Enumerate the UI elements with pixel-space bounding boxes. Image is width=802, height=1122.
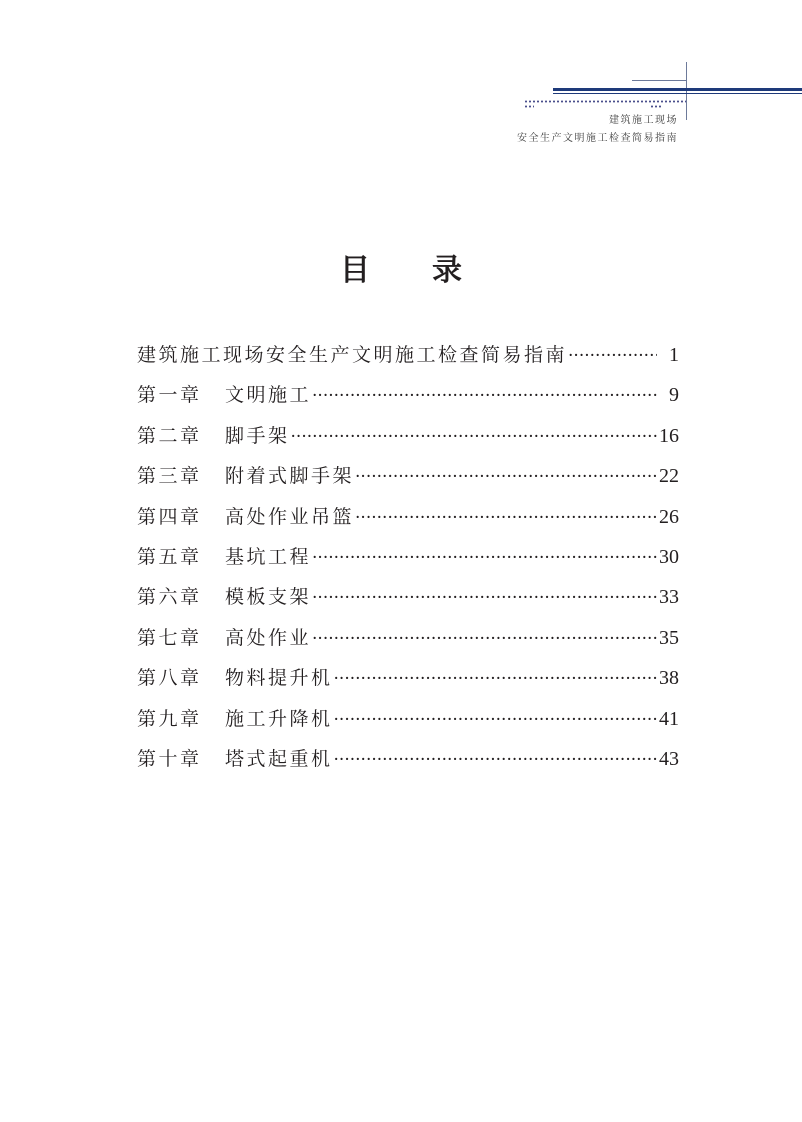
- toc-entry[interactable]: [137, 744, 679, 784]
- toc-entry-title: 附着式脚手架: [225, 465, 355, 488]
- toc-leader-dots: [355, 508, 657, 528]
- toc-entry-title: 模板支架: [225, 586, 312, 609]
- toc-page-number: 43: [659, 747, 679, 770]
- toc-chapter-number: 第二章: [137, 424, 202, 447]
- page-title: [0, 245, 802, 289]
- toc-chapter-number: 第一章: [137, 384, 202, 407]
- header-dotted-line: [524, 100, 686, 103]
- toc-entry-title: 施工升降机: [225, 707, 333, 730]
- toc-page-number: 22: [659, 465, 679, 488]
- toc-entry-title: 建筑施工现场安全生产文明施工检查简易指南: [137, 344, 568, 366]
- toc-leader-dots: [312, 548, 657, 568]
- toc-entry-title: 基坑工程: [225, 545, 312, 568]
- toc-chapter-number: 第四章: [137, 505, 202, 528]
- toc-entry[interactable]: [137, 461, 679, 501]
- header-rule-thick: [553, 88, 802, 91]
- toc-leader-dots: [312, 386, 657, 406]
- toc-chapter-number: 第七章: [137, 626, 202, 649]
- running-header-line2: 安全生产文明施工检查简易指南: [517, 133, 678, 144]
- toc-chapter-number: 第九章: [137, 707, 202, 730]
- toc-leader-dots: [355, 467, 657, 487]
- toc-entry[interactable]: [137, 704, 679, 744]
- page-title-char-1: 目: [340, 253, 370, 288]
- header-dotted-accent-right: [650, 105, 662, 108]
- toc-entry-title: 塔式起重机: [225, 747, 333, 770]
- toc-entry[interactable]: [137, 340, 679, 380]
- header-dotted-accent-left: [524, 105, 534, 108]
- toc-entry[interactable]: [137, 380, 679, 420]
- toc-entry[interactable]: [137, 663, 679, 703]
- toc-entry[interactable]: [137, 421, 679, 461]
- table-of-contents: [137, 340, 679, 784]
- toc-page-number: 33: [659, 586, 679, 609]
- toc-chapter-number: 第三章: [137, 465, 202, 488]
- toc-chapter-number: 第六章: [137, 586, 202, 609]
- toc-leader-dots: [334, 669, 657, 689]
- toc-chapter-number: 第八章: [137, 667, 202, 690]
- toc-entry-title: 物料提升机: [225, 667, 333, 690]
- toc-page-number: 1: [669, 344, 679, 366]
- toc-entry-title: 脚手架: [225, 424, 290, 447]
- toc-leader-dots: [334, 710, 657, 730]
- toc-leader-dots: [312, 629, 657, 649]
- toc-page-number: 26: [659, 505, 679, 528]
- toc-entry[interactable]: [137, 502, 679, 542]
- toc-leader-dots: [312, 588, 657, 608]
- toc-entry-title: 文明施工: [225, 384, 312, 407]
- header-vertical-line: [686, 62, 687, 120]
- running-header-line1: 建筑施工现场: [609, 115, 678, 126]
- toc-page-number: 30: [659, 545, 679, 568]
- toc-page-number: 35: [659, 626, 679, 649]
- toc-entry[interactable]: [137, 623, 679, 663]
- toc-entry-title: 高处作业: [225, 626, 312, 649]
- header-rule-thin: [553, 93, 802, 94]
- toc-entry-title: 高处作业吊篮: [225, 505, 355, 528]
- toc-page-number: 38: [659, 667, 679, 690]
- toc-entry[interactable]: [137, 542, 679, 582]
- toc-page-number: 41: [659, 707, 679, 730]
- toc-leader-dots: [568, 346, 657, 366]
- toc-chapter-number: 第十章: [137, 747, 202, 770]
- toc-entry[interactable]: [137, 582, 679, 622]
- toc-page-number: 16: [659, 424, 679, 447]
- toc-leader-dots: [334, 750, 657, 770]
- header-rule-upper: [632, 80, 687, 81]
- toc-page-number: 9: [669, 384, 679, 407]
- toc-leader-dots: [291, 427, 657, 447]
- page-title-char-2: 录: [432, 253, 462, 288]
- toc-chapter-number: 第五章: [137, 545, 202, 568]
